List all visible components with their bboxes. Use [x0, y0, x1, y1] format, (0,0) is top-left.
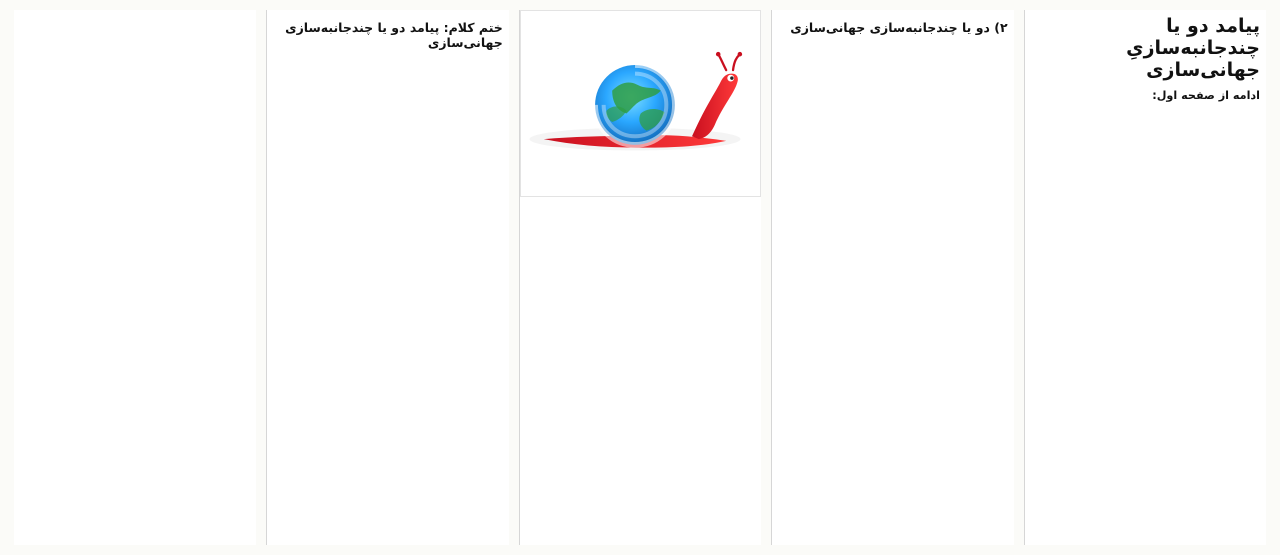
- column-3: [519, 10, 761, 545]
- subhead-2: ۲) دو یا چندجانبه‌سازی جهانی‌سازی: [790, 20, 1008, 35]
- column-5: [14, 10, 256, 545]
- column-2: [771, 10, 1013, 545]
- column-3-text-area: [520, 200, 761, 545]
- article-columns: [14, 10, 1266, 545]
- column-1-text: [1031, 88, 1260, 104]
- lead-in: ادامه از صفحه اول:: [1152, 88, 1260, 102]
- column-4: [266, 10, 508, 545]
- snail-illustration: [520, 10, 761, 197]
- article-title: پیامد دو یا چندجانبه‌سازیِ جهانی‌سازی: [1126, 15, 1260, 81]
- subhead-3: ختم کلام: پیامد دو یا چندجانبه‌سازی جهانی‌سازی: [285, 20, 503, 50]
- column-1: [1024, 10, 1266, 545]
